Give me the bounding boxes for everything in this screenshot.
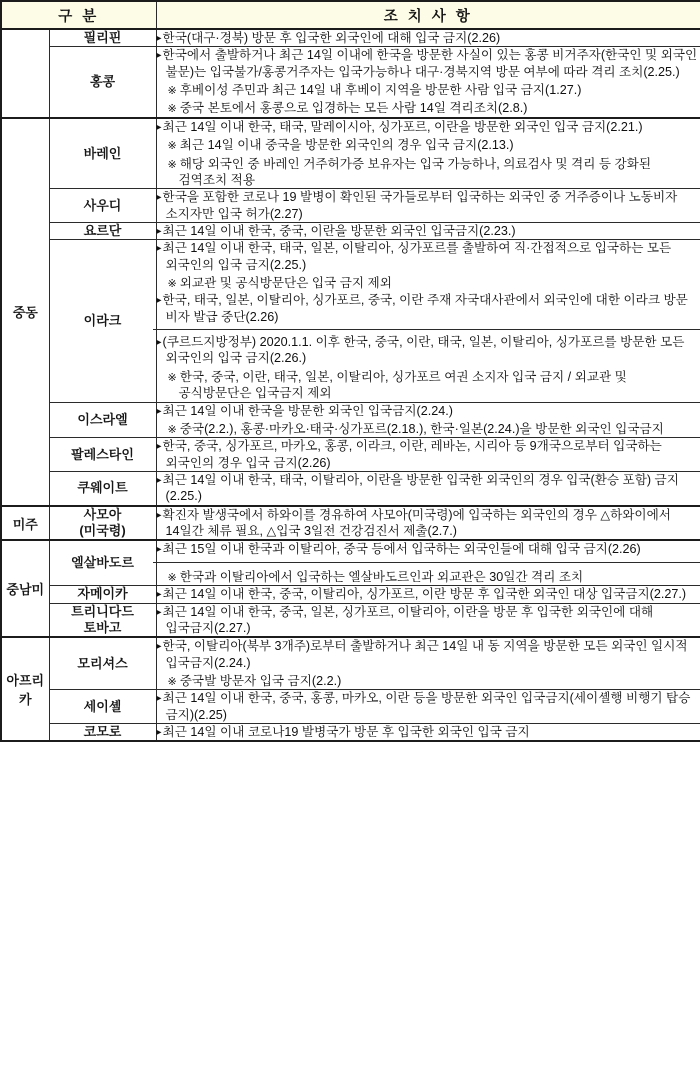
table-row — [1, 690, 700, 724]
action-text: 후베이성 주민과 최근 14일 내 후베이 지역을 방문한 사람 입국 금지(1.27.) — [179, 83, 582, 98]
action-cell — [156, 118, 700, 189]
action-block — [153, 30, 700, 46]
bullet-marker-icon: ▸ — [156, 405, 162, 417]
table-row — [1, 222, 700, 239]
note-marker-icon: ※ — [167, 158, 177, 171]
action-text: 외교관 및 공식방문단은 입국 금지 제외 — [179, 276, 392, 291]
action-note-line — [157, 82, 700, 98]
bullet-marker-icon: ▸ — [156, 641, 162, 653]
country-cell: 필리핀 — [49, 29, 156, 47]
action-block — [153, 438, 700, 471]
country-cell: 팔레스타인 — [49, 438, 156, 472]
action-bullet-line — [157, 47, 700, 80]
action-block — [153, 119, 700, 188]
action-text: (쿠르드지방정부) 2020.1.1. 이후 한국, 중국, 이란, 태국, 일본, 이탈리아, 싱가포르를 방문한 모든 외국인의 입국 금지(2.26.) — [162, 335, 685, 366]
country-cell: 바레인 — [49, 118, 156, 189]
note-marker-icon: ※ — [167, 85, 177, 98]
action-cell — [156, 222, 700, 239]
action-block — [153, 472, 700, 505]
table-row — [1, 506, 700, 541]
country-cell: 쿠웨이트 — [49, 471, 156, 505]
action-block — [153, 507, 700, 540]
region-cell — [1, 29, 49, 118]
table-row — [1, 637, 700, 690]
action-block — [153, 604, 700, 637]
action-cell — [156, 603, 700, 637]
action-bullet-line — [157, 724, 700, 740]
note-marker-icon: ※ — [167, 423, 177, 436]
action-bullet-line — [157, 541, 700, 557]
country-cell: 세이셸 — [49, 690, 156, 724]
action-bullet-line — [157, 403, 700, 419]
table-row — [1, 724, 700, 742]
table-row — [1, 586, 700, 603]
country-cell: 이스라엘 — [49, 402, 156, 438]
table-row — [1, 189, 700, 223]
action-text: 한국, 중국, 이란, 태국, 일본, 이탈리아, 싱가포르 여권 소지자 입국 금지 / 외교관 및 공식방문단은 입국금지 제외 — [178, 369, 627, 401]
country-cell: 코모로 — [49, 724, 156, 742]
bullet-marker-icon: ▸ — [156, 589, 162, 601]
header-row — [1, 1, 700, 29]
country-cell: 이라크 — [49, 240, 156, 402]
note-marker-icon: ※ — [167, 675, 177, 688]
action-bullet-line — [157, 292, 700, 325]
action-note-line — [157, 275, 700, 291]
country-cell: 자메이카 — [49, 586, 156, 603]
action-bullet-line — [157, 507, 700, 540]
action-text: 최근 14일 이내 한국, 중국, 일본, 싱가포르, 이탈리아, 이란을 방문 후 입국한 외국인에 대해 입국금지(2.27.) — [162, 604, 654, 635]
action-block — [153, 240, 700, 325]
country-cell: 요르단 — [49, 222, 156, 239]
header-actions: 조 치 사 항 — [156, 1, 700, 29]
bullet-marker-icon: ▸ — [156, 337, 162, 349]
bullet-marker-icon: ▸ — [156, 295, 162, 307]
action-note-line — [157, 137, 700, 153]
action-text: 최근 14일 이내 한국, 중국, 이란을 방문한 외국인 입국금지(2.23.) — [162, 223, 516, 238]
action-cell — [156, 690, 700, 724]
bullet-marker-icon: ▸ — [156, 606, 162, 618]
action-cell — [156, 540, 700, 585]
table-row — [1, 471, 700, 505]
action-bullet-line — [157, 30, 700, 46]
table-row — [1, 240, 700, 402]
action-text: 최근 14일 이내 한국, 태국, 일본, 이탈리아, 싱가포르를 출발하여 직·간접적으로 입국하는 모든 외국인의 입국 금지(2.25.) — [162, 241, 672, 272]
note-marker-icon: ※ — [167, 140, 177, 153]
action-text: 최근 14일 이내 한국, 태국, 이탈리아, 이란을 방문한 입국한 외국인의 경우 입국(환승 포함) 금지(2.25.) — [162, 472, 679, 504]
action-note-line — [157, 421, 700, 437]
action-cell — [156, 506, 700, 541]
action-block — [153, 638, 700, 689]
action-text: 최근 14일 이내 한국, 중국, 이탈리아, 싱가포르, 이란 방문 후 입국한 외국인 대상 입국금지(2.27.) — [162, 587, 687, 602]
action-cell — [156, 586, 700, 603]
region-cell: 중남미 — [1, 540, 49, 637]
action-text: 해당 외국인 중 바레인 거주허가증 보유자는 입국 가능하나, 의료검사 및 격리 등 강화된 검역조치 적용 — [178, 156, 652, 187]
action-cell — [156, 724, 700, 742]
note-marker-icon: ※ — [167, 103, 177, 116]
action-text: 한국에서 출발하거나 최근 14일 이내에 한국을 방문한 사실이 있는 홍콩 비거주자(한국인 및 외국인 불문)는 입국불가/홍콩거주자는 입국가능하나 대구·경북지역 방문 여부에 따라 격리 조치(2.25.) — [162, 48, 698, 79]
action-bullet-line — [157, 189, 700, 222]
action-note-line — [157, 156, 700, 189]
bullet-marker-icon: ▸ — [156, 192, 162, 204]
bullet-marker-icon: ▸ — [156, 509, 162, 521]
action-text: 한국, 이탈리아(북부 3개주)로부터 출발하거나 최근 14일 내 동 지역을 방문한 모든 외국인 일시적 입국금지(2.24.) — [162, 639, 688, 670]
action-cell — [156, 240, 700, 402]
action-cell — [156, 47, 700, 118]
action-block — [153, 541, 700, 557]
country-cell: 사모아 (미국령) — [49, 506, 156, 541]
action-cell — [156, 438, 700, 472]
bullet-marker-icon: ▸ — [156, 225, 162, 237]
action-text: 한국, 태국, 일본, 이탈리아, 싱가포르, 중국, 이란 주재 자국대사관에서 외국인에 대한 이라크 방문 비자 발급 중단(2.26) — [162, 293, 688, 324]
action-bullet-line — [157, 604, 700, 637]
action-note-line — [157, 569, 700, 585]
action-text: 최근 14일 이내 한국, 중국, 홍콩, 마카오, 이란 등을 방문한 외국인 입국금지(세이셸행 비행기 탑승 금지)(2.25) — [162, 691, 691, 722]
bullet-marker-icon: ▸ — [156, 693, 162, 705]
bullet-marker-icon: ▸ — [156, 474, 162, 486]
action-bullet-line — [157, 690, 700, 723]
country-cell: 엘살바도르 — [49, 540, 156, 585]
action-cell — [156, 29, 700, 47]
action-block — [153, 223, 700, 239]
action-bullet-line — [157, 223, 700, 239]
country-cell: 트리니다드 토바고 — [49, 603, 156, 637]
action-text: 최근 14일 이내 코로나19 발병국가 방문 후 입국한 외국인 입국 금지 — [162, 725, 530, 740]
action-text: 최근 14일 이내 중국을 방문한 외국인의 경우 입국 금지(2.13.) — [179, 138, 514, 153]
table-row — [1, 118, 700, 189]
action-block — [153, 403, 700, 438]
action-text: 확진자 발생국에서 하와이를 경유하여 사모아(미국령)에 입국하는 외국인의 경우 △하와이에서 14일간 체류 필요, △입국 3일전 건강검진서 제출(2.7.) — [162, 507, 671, 539]
country-cell: 홍콩 — [49, 47, 156, 118]
action-cell — [156, 471, 700, 505]
action-cell — [156, 189, 700, 223]
action-text: 한국을 포함한 코로나 19 발병이 확인된 국가들로부터 입국하는 외국인 중 거주증이나 노동비자 소지자만 입국 허가(2.27) — [162, 190, 678, 221]
action-bullet-line — [157, 240, 700, 273]
region-cell: 미주 — [1, 506, 49, 541]
note-marker-icon: ※ — [167, 571, 177, 584]
note-marker-icon: ※ — [167, 278, 177, 291]
action-block — [153, 329, 700, 401]
action-bullet-line — [157, 586, 700, 602]
bullet-marker-icon: ▸ — [156, 727, 162, 739]
action-text: 최근 15일 이내 한국과 이탈리아, 중국 등에서 입국하는 외국인들에 대해 입국 금지(2.26) — [162, 542, 641, 557]
action-text: 중국 본토에서 홍콩으로 입경하는 모든 사람 14일 격리조치(2.8.) — [179, 101, 528, 116]
action-bullet-line — [157, 438, 700, 471]
note-marker-icon: ※ — [167, 371, 177, 384]
action-text: 한국(대구·경북) 방문 후 입국한 외국인에 대해 입국 금지(2.26) — [162, 31, 501, 45]
table-header — [1, 1, 700, 29]
table-row — [1, 603, 700, 637]
action-text: 한국, 중국, 싱가포르, 마카오, 홍콩, 이라크, 이란, 레바논, 시리아 등 9개국으로부터 입국하는 외국인의 경우 입국 금지(2.26) — [162, 439, 662, 470]
bullet-marker-icon: ▸ — [156, 544, 162, 556]
bullet-marker-icon: ▸ — [156, 33, 162, 44]
action-block — [153, 586, 700, 602]
header-classification: 구 분 — [1, 1, 156, 29]
bullet-marker-icon: ▸ — [156, 441, 162, 453]
action-note-line — [157, 673, 700, 689]
action-block — [153, 724, 700, 740]
country-cell: 모리셔스 — [49, 637, 156, 690]
action-text: 중국(2.2.), 홍콩·마카오·태국·싱가포르(2.18.), 한국·일본(2.24.)을 방문한 외국인 입국금지 — [179, 421, 664, 436]
table-row — [1, 540, 700, 585]
table-row — [1, 47, 700, 118]
table-row — [1, 29, 700, 47]
action-block — [153, 47, 700, 116]
action-block — [153, 562, 700, 585]
action-cell — [156, 402, 700, 438]
action-note-line — [157, 100, 700, 116]
action-bullet-line — [157, 638, 700, 671]
country-cell: 사우디 — [49, 189, 156, 223]
action-text: 한국과 이탈리아에서 입국하는 엘살바도르인과 외교관은 30일간 격리 조치 — [179, 569, 584, 584]
action-text: 최근 14일 이내 한국, 태국, 말레이시아, 싱가포르, 이란을 방문한 외국인 입국 금지(2.21.) — [162, 119, 643, 134]
bullet-marker-icon: ▸ — [156, 50, 162, 62]
region-cell: 아프리카 — [1, 637, 49, 741]
action-bullet-line — [157, 334, 700, 367]
action-block — [153, 690, 700, 723]
action-text: 최근 14일 이내 한국을 방문한 외국인 입국금지(2.24.) — [162, 403, 453, 418]
table-row — [1, 402, 700, 438]
action-cell — [156, 637, 700, 690]
action-block — [153, 189, 700, 222]
action-text: 중국발 방문자 입국 금지(2.2.) — [179, 673, 342, 688]
table-body — [1, 29, 700, 741]
bullet-marker-icon: ▸ — [156, 243, 162, 255]
action-bullet-line — [157, 472, 700, 505]
action-bullet-line — [157, 119, 700, 135]
region-cell: 중동 — [1, 118, 49, 506]
table-row — [1, 438, 700, 472]
bullet-marker-icon: ▸ — [156, 121, 162, 133]
action-note-line — [157, 369, 700, 402]
